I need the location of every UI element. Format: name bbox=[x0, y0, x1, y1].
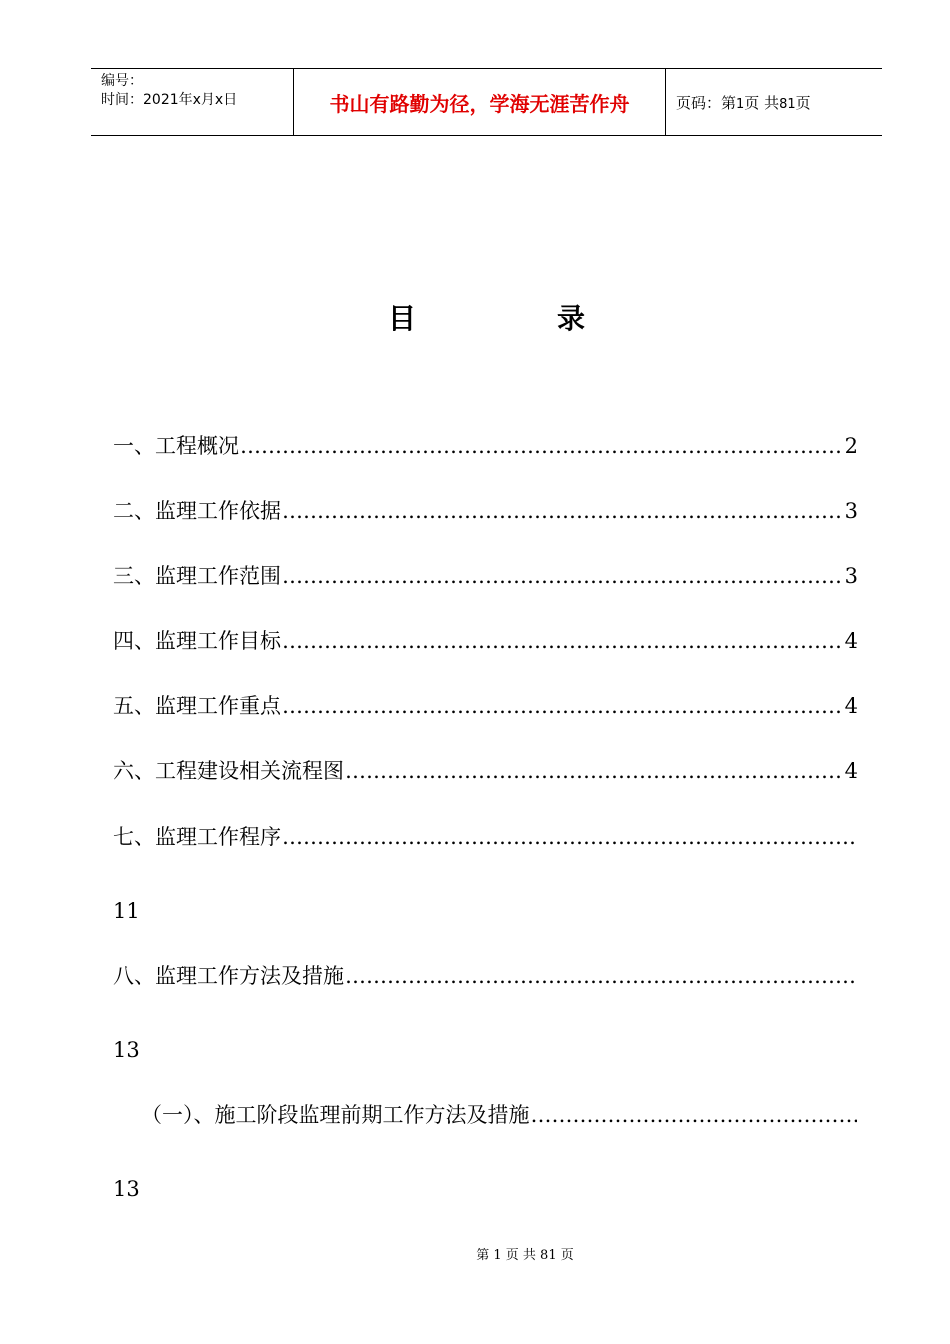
document-header bbox=[91, 68, 882, 136]
toc-entry-3[interactable] bbox=[113, 561, 858, 591]
toc-entry-page: 4 bbox=[844, 759, 858, 783]
toc-entry-page: 4 bbox=[844, 694, 858, 718]
toc-entry-label: 二、监理工作依据 bbox=[113, 499, 281, 523]
toc-entry-label: 七、监理工作程序 bbox=[113, 825, 281, 849]
toc-title-char-2: 录 bbox=[557, 302, 586, 335]
header-page-cell bbox=[666, 69, 882, 135]
toc-leader-dots bbox=[345, 756, 844, 786]
toc-entry-page: 3 bbox=[844, 499, 858, 523]
page-total: 81 bbox=[779, 97, 796, 112]
toc-entry-page: 2 bbox=[844, 434, 858, 458]
toc-leader-dots bbox=[282, 561, 844, 591]
toc-leader-dots bbox=[531, 1100, 858, 1130]
toc-title bbox=[0, 297, 950, 337]
toc-entry-9[interactable] bbox=[141, 1100, 858, 1130]
page-suffix: 页 bbox=[795, 94, 811, 112]
page-prefix: 页码：第 bbox=[676, 94, 737, 112]
page-mid: 页 共 bbox=[744, 94, 780, 112]
toc-entry-8-page: 13 bbox=[113, 1038, 140, 1062]
header-motto: 书山有路勤为径，学海无涯苦作舟 bbox=[329, 92, 630, 116]
document-number-label: 编号： bbox=[101, 73, 143, 89]
toc-entry-label: 六、工程建设相关流程图 bbox=[113, 759, 344, 783]
toc-entry-label: 一、工程概况 bbox=[113, 434, 239, 458]
toc-entry-8[interactable] bbox=[113, 961, 858, 991]
toc-entry-5[interactable] bbox=[113, 691, 858, 721]
toc-entry-label: （一）、施工阶段监理前期工作方法及措施 bbox=[141, 1103, 530, 1127]
toc-entry-label: 五、监理工作重点 bbox=[113, 694, 281, 718]
toc-leader-dots bbox=[345, 961, 857, 991]
toc-entry-6[interactable] bbox=[113, 756, 858, 786]
toc-entry-label: 八、监理工作方法及措施 bbox=[113, 964, 344, 988]
toc-leader-dots bbox=[282, 496, 844, 526]
toc-leader-dots bbox=[282, 822, 857, 852]
toc-entry-label: 三、监理工作范围 bbox=[113, 564, 281, 588]
document-time-label: 时间：2021年x月x日 bbox=[101, 92, 238, 108]
toc-leader-dots bbox=[282, 691, 844, 721]
toc-title-char-1: 目 bbox=[388, 302, 417, 335]
header-page-info bbox=[676, 93, 811, 115]
toc-entry-2[interactable] bbox=[113, 496, 858, 526]
toc-entry-1[interactable] bbox=[113, 431, 858, 461]
toc-entry-page: 3 bbox=[844, 564, 858, 588]
page-current: 1 bbox=[736, 97, 745, 112]
toc-entry-9-page: 13 bbox=[113, 1177, 140, 1201]
toc-entry-label: 四、监理工作目标 bbox=[113, 629, 281, 653]
header-motto-cell bbox=[293, 69, 666, 135]
toc-entry-4[interactable] bbox=[113, 626, 858, 656]
toc-entry-7[interactable] bbox=[113, 822, 858, 852]
page-footer: 第 1 页 共 81 页 bbox=[476, 1248, 574, 1263]
toc-entry-page: 4 bbox=[844, 629, 858, 653]
toc-leader-dots bbox=[240, 431, 844, 461]
header-meta-cell bbox=[91, 69, 293, 135]
toc-leader-dots bbox=[282, 626, 844, 656]
toc-entry-7-page: 11 bbox=[113, 899, 140, 923]
